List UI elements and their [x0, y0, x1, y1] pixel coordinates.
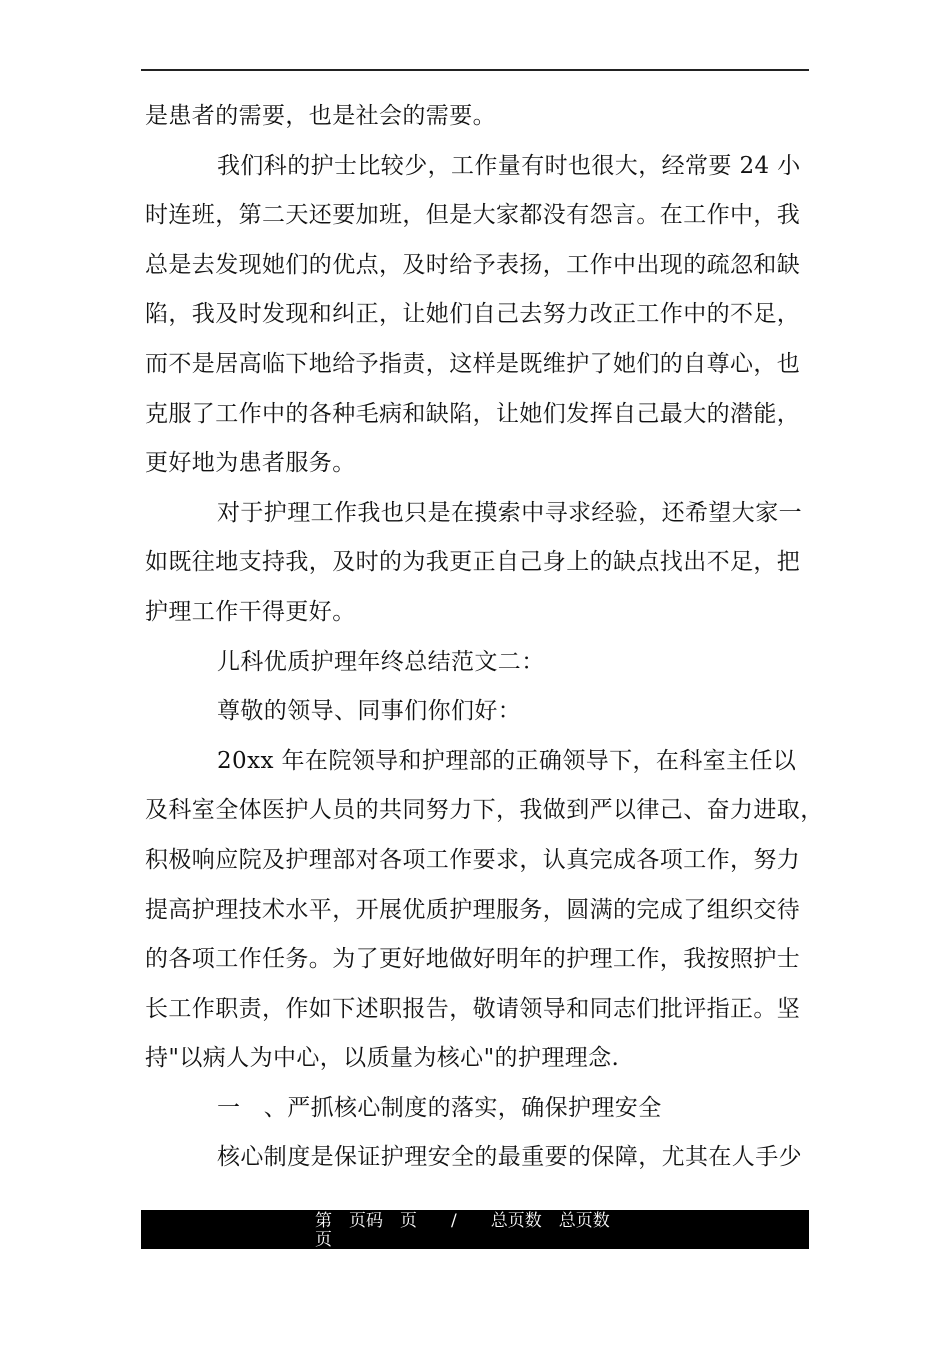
document-body	[145, 92, 824, 1183]
page-footer	[141, 1210, 809, 1249]
salutation: 尊敬的领导、同事们你们好：	[217, 698, 522, 725]
text-line: 及科室全体医护人员的共同努力下，我做到严以律己、奋力进取，	[145, 797, 824, 824]
text-line: 是患者的需要，也是社会的需要。	[145, 103, 496, 129]
footer-line: 页	[315, 1230, 332, 1250]
text-line: 我们科的护士比较少，工作量有时也很大，经常要 24 小	[217, 152, 801, 179]
text-line: 积极响应院及护理部对各项工作要求，认真完成各项工作，努力	[145, 846, 801, 873]
text-line: 持"以病人为中心，以质量为核心"的护理理念.	[145, 1045, 620, 1072]
text-line: 更好地为患者服务。	[145, 450, 356, 477]
text-line: 长工作职责，作如下述职报告，敬请领导和同志们批评指正。坚	[145, 995, 801, 1022]
text-line: 对于护理工作我也只是在摸索中寻求经验，还希望大家一	[217, 499, 802, 526]
text-line: 如既往地支持我，及时的为我更正自己身上的缺点找出不足，把	[145, 549, 801, 576]
text-line: 而不是居高临下地给予指责，这样是既维护了她们的自尊心，也	[145, 350, 801, 377]
section-heading: 儿科优质护理年终总结范文二：	[217, 648, 545, 675]
header-rule	[141, 69, 809, 71]
text-line: 提高护理技术水平，开展优质护理服务，圆满的完成了组织交待	[145, 896, 801, 923]
text-line: 护理工作干得更好。	[145, 598, 356, 625]
text-line: 陷，我及时发现和纠正，让她们自己去努力改正工作中的不足，	[145, 301, 801, 328]
text-line: 的各项工作任务。为了更好地做好明年的护理工作，我按照护士	[145, 946, 801, 973]
text-line: 20xx 年在院领导和护理部的正确领导下，在科室主任以	[217, 747, 797, 774]
text-line: 克服了工作中的各种毛病和缺陷，让她们发挥自己最大的潜能，	[145, 400, 801, 427]
footer-line: 第 页码 页 / 总页数 总页数	[315, 1211, 610, 1231]
text-line: 核心制度是保证护理安全的最重要的保障，尤其在人手少	[217, 1144, 802, 1171]
page-number-text	[315, 1212, 635, 1250]
text-line: 时连班，第二天还要加班，但是大家都没有怨言。在工作中，我	[145, 202, 801, 229]
subsection-heading: 一 、严抓核心制度的落实，确保护理安全	[217, 1094, 662, 1121]
text-line: 总是去发现她们的优点，及时给予表扬，工作中出现的疏忽和缺	[145, 251, 801, 278]
